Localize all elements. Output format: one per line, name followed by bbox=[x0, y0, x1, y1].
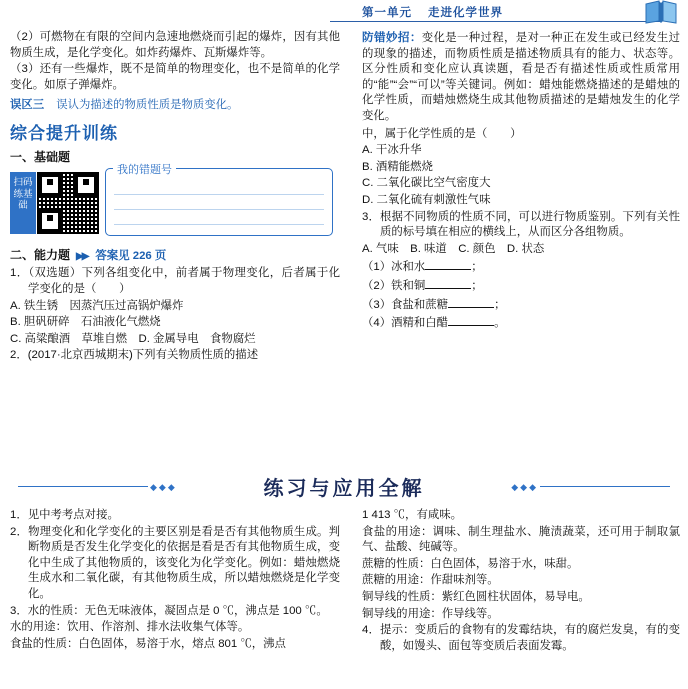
column-divider bbox=[350, 34, 351, 464]
left-column bbox=[10, 30, 340, 365]
question-3-item-4: （4）酒精和白醋 。 bbox=[362, 314, 680, 332]
banner-dots-left: ◆◆◆ bbox=[150, 482, 177, 492]
right-column bbox=[362, 30, 680, 333]
section-heading: 综合提升训练 bbox=[10, 124, 118, 144]
answer-blank-3[interactable] bbox=[448, 296, 494, 308]
answer-cont-5: 铜导线的性质：紫红色圆柱状固体，易导电。 bbox=[362, 590, 590, 603]
question-1: 1．（双选题）下列各组变化中，前者属于物理变化，后者属于化学变化的是（ ） bbox=[10, 267, 340, 295]
tip-block bbox=[362, 30, 680, 125]
header-title bbox=[362, 4, 503, 20]
answer-cont-1: 1 413 ℃，有咸味。 bbox=[362, 509, 463, 521]
question-3-item-3: （3）食盐和蔗糖 ； bbox=[362, 296, 680, 314]
page-header bbox=[0, 0, 688, 26]
lower-left-column bbox=[10, 508, 340, 653]
qr-note-row bbox=[10, 164, 340, 242]
paragraph-1: （2）可燃物在有限的空间内急速地燃烧而引起的爆炸，因有其他物质生成，是化学变化。如炸药爆炸、瓦斯爆炸等。 bbox=[10, 31, 340, 59]
question-2-continued: 中，属于化学性质的是（ ） bbox=[362, 127, 522, 140]
question-3-item-2-label: （2）铁和铜 bbox=[362, 279, 426, 292]
qr-corner-tl bbox=[39, 174, 61, 196]
answer-blank-2[interactable] bbox=[425, 277, 471, 289]
answer-blank-1[interactable] bbox=[425, 258, 471, 270]
banner-dots-right: ◆◆◆ bbox=[511, 482, 538, 492]
subheading-ability bbox=[10, 246, 340, 263]
question-3-item-1: （1）冰和水 ； bbox=[362, 258, 680, 276]
question-3-stem: 3．根据不同物质的性质不同，可以进行物质鉴别。下列有关性质的标号填在相应的横线上，从而区分各组物质。 bbox=[362, 210, 680, 239]
header-rule bbox=[330, 21, 660, 22]
subheading-ability-label: 二、能力题 bbox=[10, 248, 71, 263]
question-2-option-a: A. 干冰升华 bbox=[362, 144, 422, 157]
question-1-option-cd: C. 高粱酿酒 草堆自燃 D. 金属导电 食物腐烂 bbox=[10, 332, 256, 345]
banner-rule-left bbox=[18, 486, 148, 487]
question-3-item-1-label: （1）冰和水 bbox=[362, 261, 426, 274]
answer-cont-6: 铜导线的用途：作导线等。 bbox=[362, 607, 499, 620]
note-box-label: 我的错题号 bbox=[113, 161, 176, 177]
error-note bbox=[10, 96, 340, 112]
paragraph-2: （3）还有一些爆炸，既不是简单的物理变化，也不是简单的化学变化。如原子弹爆炸。 bbox=[10, 63, 340, 91]
banner-title: 练习与应用全解 bbox=[263, 478, 425, 500]
arrow-icon: ▶▶ bbox=[76, 251, 88, 263]
question-2-option-b: B. 酒精能燃烧 bbox=[362, 160, 433, 173]
question-3-item-3-label: （3）食盐和蔗糖 bbox=[362, 298, 449, 311]
answer-item-3-salt: 食盐的性质：白色固体，易溶于水，熔点 801 ℃，沸点 bbox=[10, 637, 286, 650]
answer-item-2: 2．物理变化和化学变化的主要区别是看是否有其他物质生成。判断物质是否发生化学变化的依据是看是否有其他物质生成，变化中生成了其他物质的，该变化为化学变化。例如：蜡烛燃烧生成水和二氧化碳，有其他物质生成，所以蜡烛燃烧是化学变化。 bbox=[10, 525, 340, 600]
question-3-item-4-label: （4）酒精和白醋 bbox=[362, 317, 449, 330]
answer-item-3-use: 水的用途：饮用、作溶剂、排水法收集气体等。 bbox=[10, 621, 250, 634]
question-2-option-d: D. 二氧化硫有刺激性气味 bbox=[362, 193, 491, 206]
error-text: 误认为描述的物质性质是物质变化。 bbox=[56, 99, 239, 112]
section-banner bbox=[10, 470, 678, 504]
error-label: 误区三 bbox=[10, 99, 45, 112]
tip-title: 防错妙招： bbox=[362, 31, 422, 44]
book-icon bbox=[644, 0, 678, 24]
banner-rule-right bbox=[540, 486, 670, 487]
answer-item-3: 3．水的性质：无色无味液体，凝固点是 0 ℃，沸点是 100 ℃。 bbox=[10, 604, 328, 617]
question-1-option-b: B. 胆矾研碎 石油液化气燃烧 bbox=[10, 316, 161, 329]
answer-item-1: 1．见中考考点对接。 bbox=[10, 509, 119, 521]
qr-badge-label: 扫码练基础 bbox=[10, 172, 36, 234]
question-3-item-2: （2）铁和铜 ； bbox=[362, 277, 680, 295]
qr-code-image[interactable] bbox=[37, 172, 99, 234]
question-3-options: A. 气味 B. 味道 C. 颜色 D. 状态 bbox=[362, 242, 545, 255]
answer-item-4: 4．提示：变质后的食物有的发霉结块，有的腐烂发臭，有的变酸，如馒头、面包等变质后表面发霉。 bbox=[362, 624, 680, 652]
question-2-stem: 2．(2017·北京西城期末)下列有关物质性质的描述 bbox=[10, 349, 259, 362]
answer-reference: 答案见 226 页 bbox=[95, 250, 167, 263]
note-writing-lines bbox=[114, 194, 324, 239]
tip-text: 变化是一种过程，是对一种正在发生或已经发生过的现象的描述，而物质性质是描述物质具有的能力、状态等。区分性质和变化应认真读题，看是否有描述性质或性质常用的“能”“会”“可以”等关键词。例如：蜡烛能燃烧描述的是蜡烛的化学性质，而蜡烛燃烧生成其他物质描述的是蜡烛发生的化学变化。 bbox=[362, 32, 680, 122]
answer-cont-3: 蔗糖的性质：白色固体，易溶于水，味甜。 bbox=[362, 557, 579, 570]
header-unit-label: 第一单元 bbox=[362, 7, 412, 19]
qr-corner-bl bbox=[39, 210, 61, 232]
answer-blank-4[interactable] bbox=[448, 314, 494, 326]
answer-cont-2: 食盐的用途：调味、制生理盐水、腌渍蔬菜，还可用于制取氯气、盐酸、纯碱等。 bbox=[362, 525, 680, 554]
subheading-basic: 一、基础题 bbox=[10, 150, 71, 165]
lower-right-column bbox=[362, 508, 680, 655]
header-chapter-label: 走进化学世界 bbox=[428, 7, 503, 19]
question-2-option-c: C. 二氧化碳比空气密度大 bbox=[362, 177, 491, 190]
answer-cont-4: 蔗糖的用途：作甜味剂等。 bbox=[362, 574, 499, 587]
question-1-option-a: A. 铁生锈 因蒸汽压过高锅炉爆炸 bbox=[10, 299, 184, 312]
qr-corner-tr bbox=[75, 174, 97, 196]
